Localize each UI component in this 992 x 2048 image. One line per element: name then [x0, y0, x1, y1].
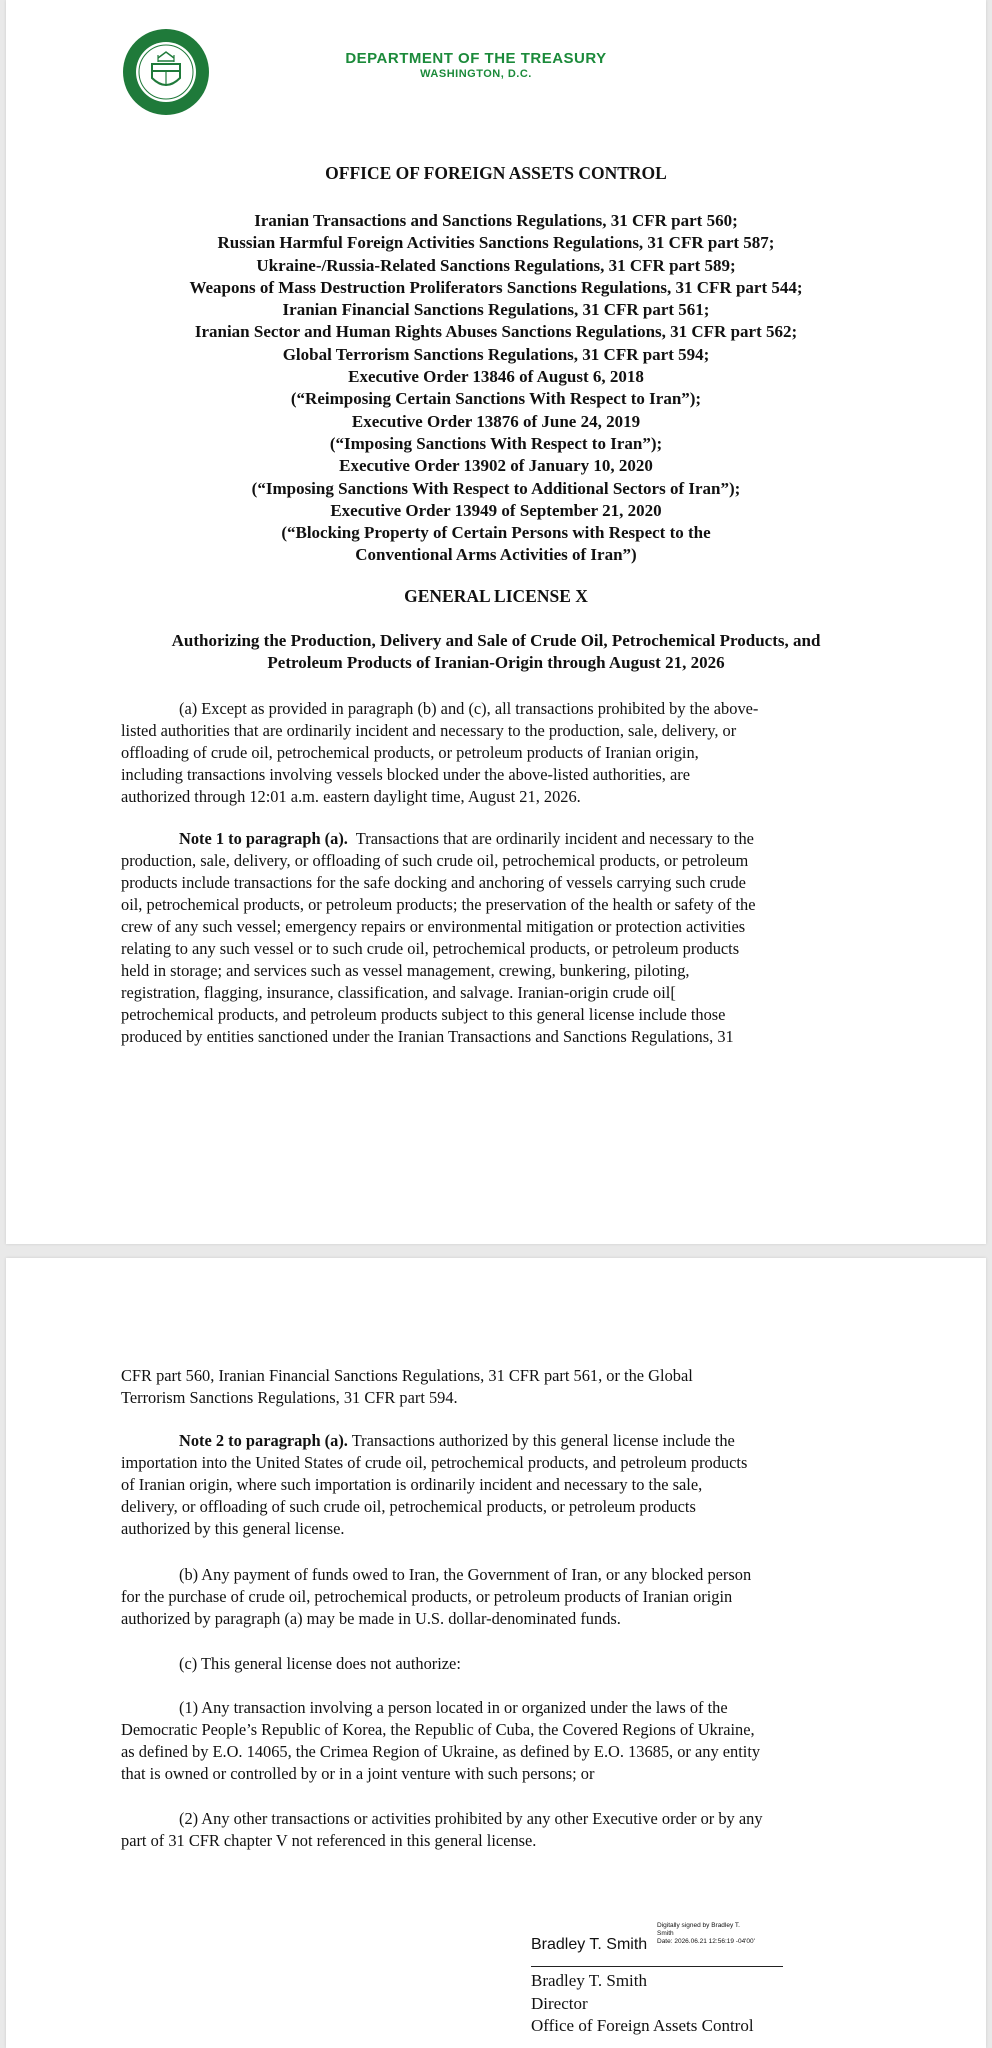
paragraph-c-2: [121, 1808, 881, 1852]
authority-line: (“Reimposing Certain Sanctions With Respect to Iran”);: [290, 389, 702, 409]
department-location: WASHINGTON, D.C.: [420, 68, 532, 80]
text-line: as defined by E.O. 14065, the Crimea Region of Ukraine, as defined by E.O. 13685, or any entity: [121, 1742, 761, 1761]
text-line: authorized through 12:01 a.m. eastern daylight time, August 21, 2026.: [121, 787, 581, 806]
authority-line: (“Imposing Sanctions With Respect to Additional Sectors of Iran”);: [251, 478, 741, 498]
text-line: oil, petrochemical products, or petroleum products; the preservation of the health or safety of the: [121, 895, 756, 914]
text-line: crew of any such vessel; emergency repairs or environmental mitigation or protection activities: [121, 917, 746, 936]
authority-line: Ukraine-/Russia-Related Sanctions Regulations, 31 CFR part 589;: [256, 255, 736, 275]
authority-line: Iranian Transactions and Sanctions Regulations, 31 CFR part 560;: [254, 211, 738, 230]
text-line: relating to any such vessel or to such crude oil, petrochemical products, or petroleum products: [121, 939, 740, 958]
text-line: (b) Any payment of funds owed to Iran, the Government of Iran, or any blocked person: [179, 1565, 752, 1584]
text-line: (c) This general license does not authorize:: [179, 1654, 461, 1673]
subtitle-line: Authorizing the Production, Delivery and Sale of Crude Oil, Petrochemical Products, and: [171, 631, 821, 650]
text-line: part of 31 CFR chapter V not referenced in this general license.: [121, 1831, 537, 1850]
text-line: listed authorities that are ordinarily incident and necessary to the production, sale, delivery, or: [121, 721, 737, 740]
text-line: registration, flagging, insurance, classification, and salvage. Iranian-origin crude oil[: [121, 983, 676, 1002]
license-title: GENERAL LICENSE X: [404, 586, 588, 606]
authority-line: Conventional Arms Activities of Iran”): [355, 545, 637, 565]
text-line: (2) Any other transactions or activities prohibited by any other Executive order or by any: [179, 1809, 763, 1828]
note-1-continuation: [121, 1365, 881, 1409]
authority-line: Executive Order 13949 of September 21, 2020: [330, 500, 662, 520]
digital-note-line: Smith: [657, 1930, 674, 1937]
digital-signature-name: Bradley T. Smith: [531, 1936, 648, 1953]
authority-line: Weapons of Mass Destruction Proliferators Sanctions Regulations, 31 CFR part 544;: [189, 277, 803, 297]
text-line: delivery, or offloading of such crude oil, petrochemical products, or petroleum products: [121, 1497, 696, 1516]
authority-line: Global Terrorism Sanctions Regulations, 31 CFR part 594;: [282, 344, 710, 364]
office-heading: OFFICE OF FOREIGN ASSETS CONTROL: [325, 163, 667, 183]
authority-line: Executive Order 13876 of June 24, 2019: [351, 411, 641, 431]
paragraph-a: [121, 698, 881, 808]
note-2-first-line: Transactions authorized by this general license include the: [347, 1431, 735, 1450]
paragraph-b: [121, 1564, 881, 1630]
paragraph-c: [121, 1653, 881, 1675]
note-2-label: Note 2 to paragraph (a).: [179, 1431, 348, 1450]
authority-line: Executive Order 13846 of August 6, 2018: [348, 367, 644, 387]
note-1-label: Note 1 to paragraph (a).: [179, 829, 348, 848]
authorities-list: [6, 210, 986, 567]
authority-line: Iranian Financial Sanctions Regulations, 31 CFR part 561;: [282, 300, 710, 320]
text-line: [121, 1430, 881, 1452]
signatory-office: Office of Foreign Assets Control: [531, 2016, 754, 2035]
department-name: DEPARTMENT OF THE TREASURY: [345, 50, 607, 67]
text-line: for the purchase of crude oil, petrochemical products, or petroleum products of Iranian origin: [121, 1587, 733, 1606]
text-line: products include transactions for the safe docking and anchoring of vessels carrying such crude: [121, 873, 746, 892]
text-line: authorized by this general license.: [121, 1519, 345, 1538]
text-line: held in storage; and services such as vessel management, crewing, bunkering, piloting,: [121, 961, 690, 980]
note-1: [121, 828, 881, 1048]
text-line: CFR part 560, Iranian Financial Sanctions Regulations, 31 CFR part 561, or the Global: [121, 1366, 693, 1385]
authority-line: Russian Harmful Foreign Activities Sanctions Regulations, 31 CFR part 587;: [217, 233, 775, 253]
signatory-name: Bradley T. Smith: [531, 1971, 648, 1990]
document-page-2: [6, 1258, 986, 2048]
text-line: authorized by paragraph (a) may be made in U.S. dollar-denominated funds.: [121, 1609, 621, 1628]
text-line: production, sale, delivery, or offloading of such crude oil, petrochemical products, or petroleum: [121, 851, 749, 870]
digital-note-line: Digitally signed by Bradley T.: [657, 1922, 740, 1929]
signature-line: [531, 1966, 783, 1967]
text-line: Terrorism Sanctions Regulations, 31 CFR part 594.: [121, 1388, 458, 1407]
letterhead: [296, 50, 656, 80]
paragraph-c-1: [121, 1697, 881, 1785]
signatory-title: Director: [531, 1993, 588, 2013]
treasury-seal-icon: [122, 28, 210, 116]
text-line: (a) Except as provided in paragraph (b) and (c), all transactions prohibited by the above-: [179, 699, 759, 718]
text-line: [121, 828, 881, 850]
text-line: petrochemical products, and petroleum products subject to this general license include those: [121, 1005, 726, 1024]
text-line: including transactions involving vessels blocked under the above-listed authorities, are: [121, 765, 690, 784]
text-line: that is owned or controlled by or in a joint venture with such persons; or: [121, 1764, 595, 1783]
digital-note-line: Date: 2026.06.21 12:56:19 -04'00': [657, 1938, 755, 1945]
note-2: [121, 1430, 881, 1540]
text-line: offloading of crude oil, petrochemical products, or petroleum products of Iranian origin,: [121, 743, 699, 762]
authority-line: (“Imposing Sanctions With Respect to Iran”);: [329, 433, 663, 453]
signatory: [531, 1970, 754, 2038]
text-line: Democratic People’s Republic of Korea, the Republic of Cuba, the Covered Regions of Ukraine,: [121, 1720, 755, 1739]
digital-signature-note: [657, 1922, 787, 1946]
note-1-first-line: Transactions that are ordinarily incident and necessary to the: [347, 829, 754, 848]
text-line: importation into the United States of crude oil, petrochemical products, and petroleum products: [121, 1453, 748, 1472]
authority-line: Iranian Sector and Human Rights Abuses Sanctions Regulations, 31 CFR part 562;: [194, 322, 798, 342]
authority-line: Executive Order 13902 of January 10, 2020: [339, 456, 653, 476]
authority-line: (“Blocking Property of Certain Persons with Respect to the: [281, 523, 711, 543]
document-page-1: [6, 0, 986, 1244]
text-line: (1) Any transaction involving a person located in or organized under the laws of the: [179, 1698, 728, 1717]
text-line: produced by entities sanctioned under the Iranian Transactions and Sanctions Regulations, 31: [121, 1027, 734, 1046]
text-line: of Iranian origin, where such importation is ordinarily incident and necessary to the sale,: [121, 1475, 703, 1494]
subtitle-line: Petroleum Products of Iranian-Origin through August 21, 2026: [267, 653, 725, 672]
license-subtitle: [6, 630, 986, 674]
